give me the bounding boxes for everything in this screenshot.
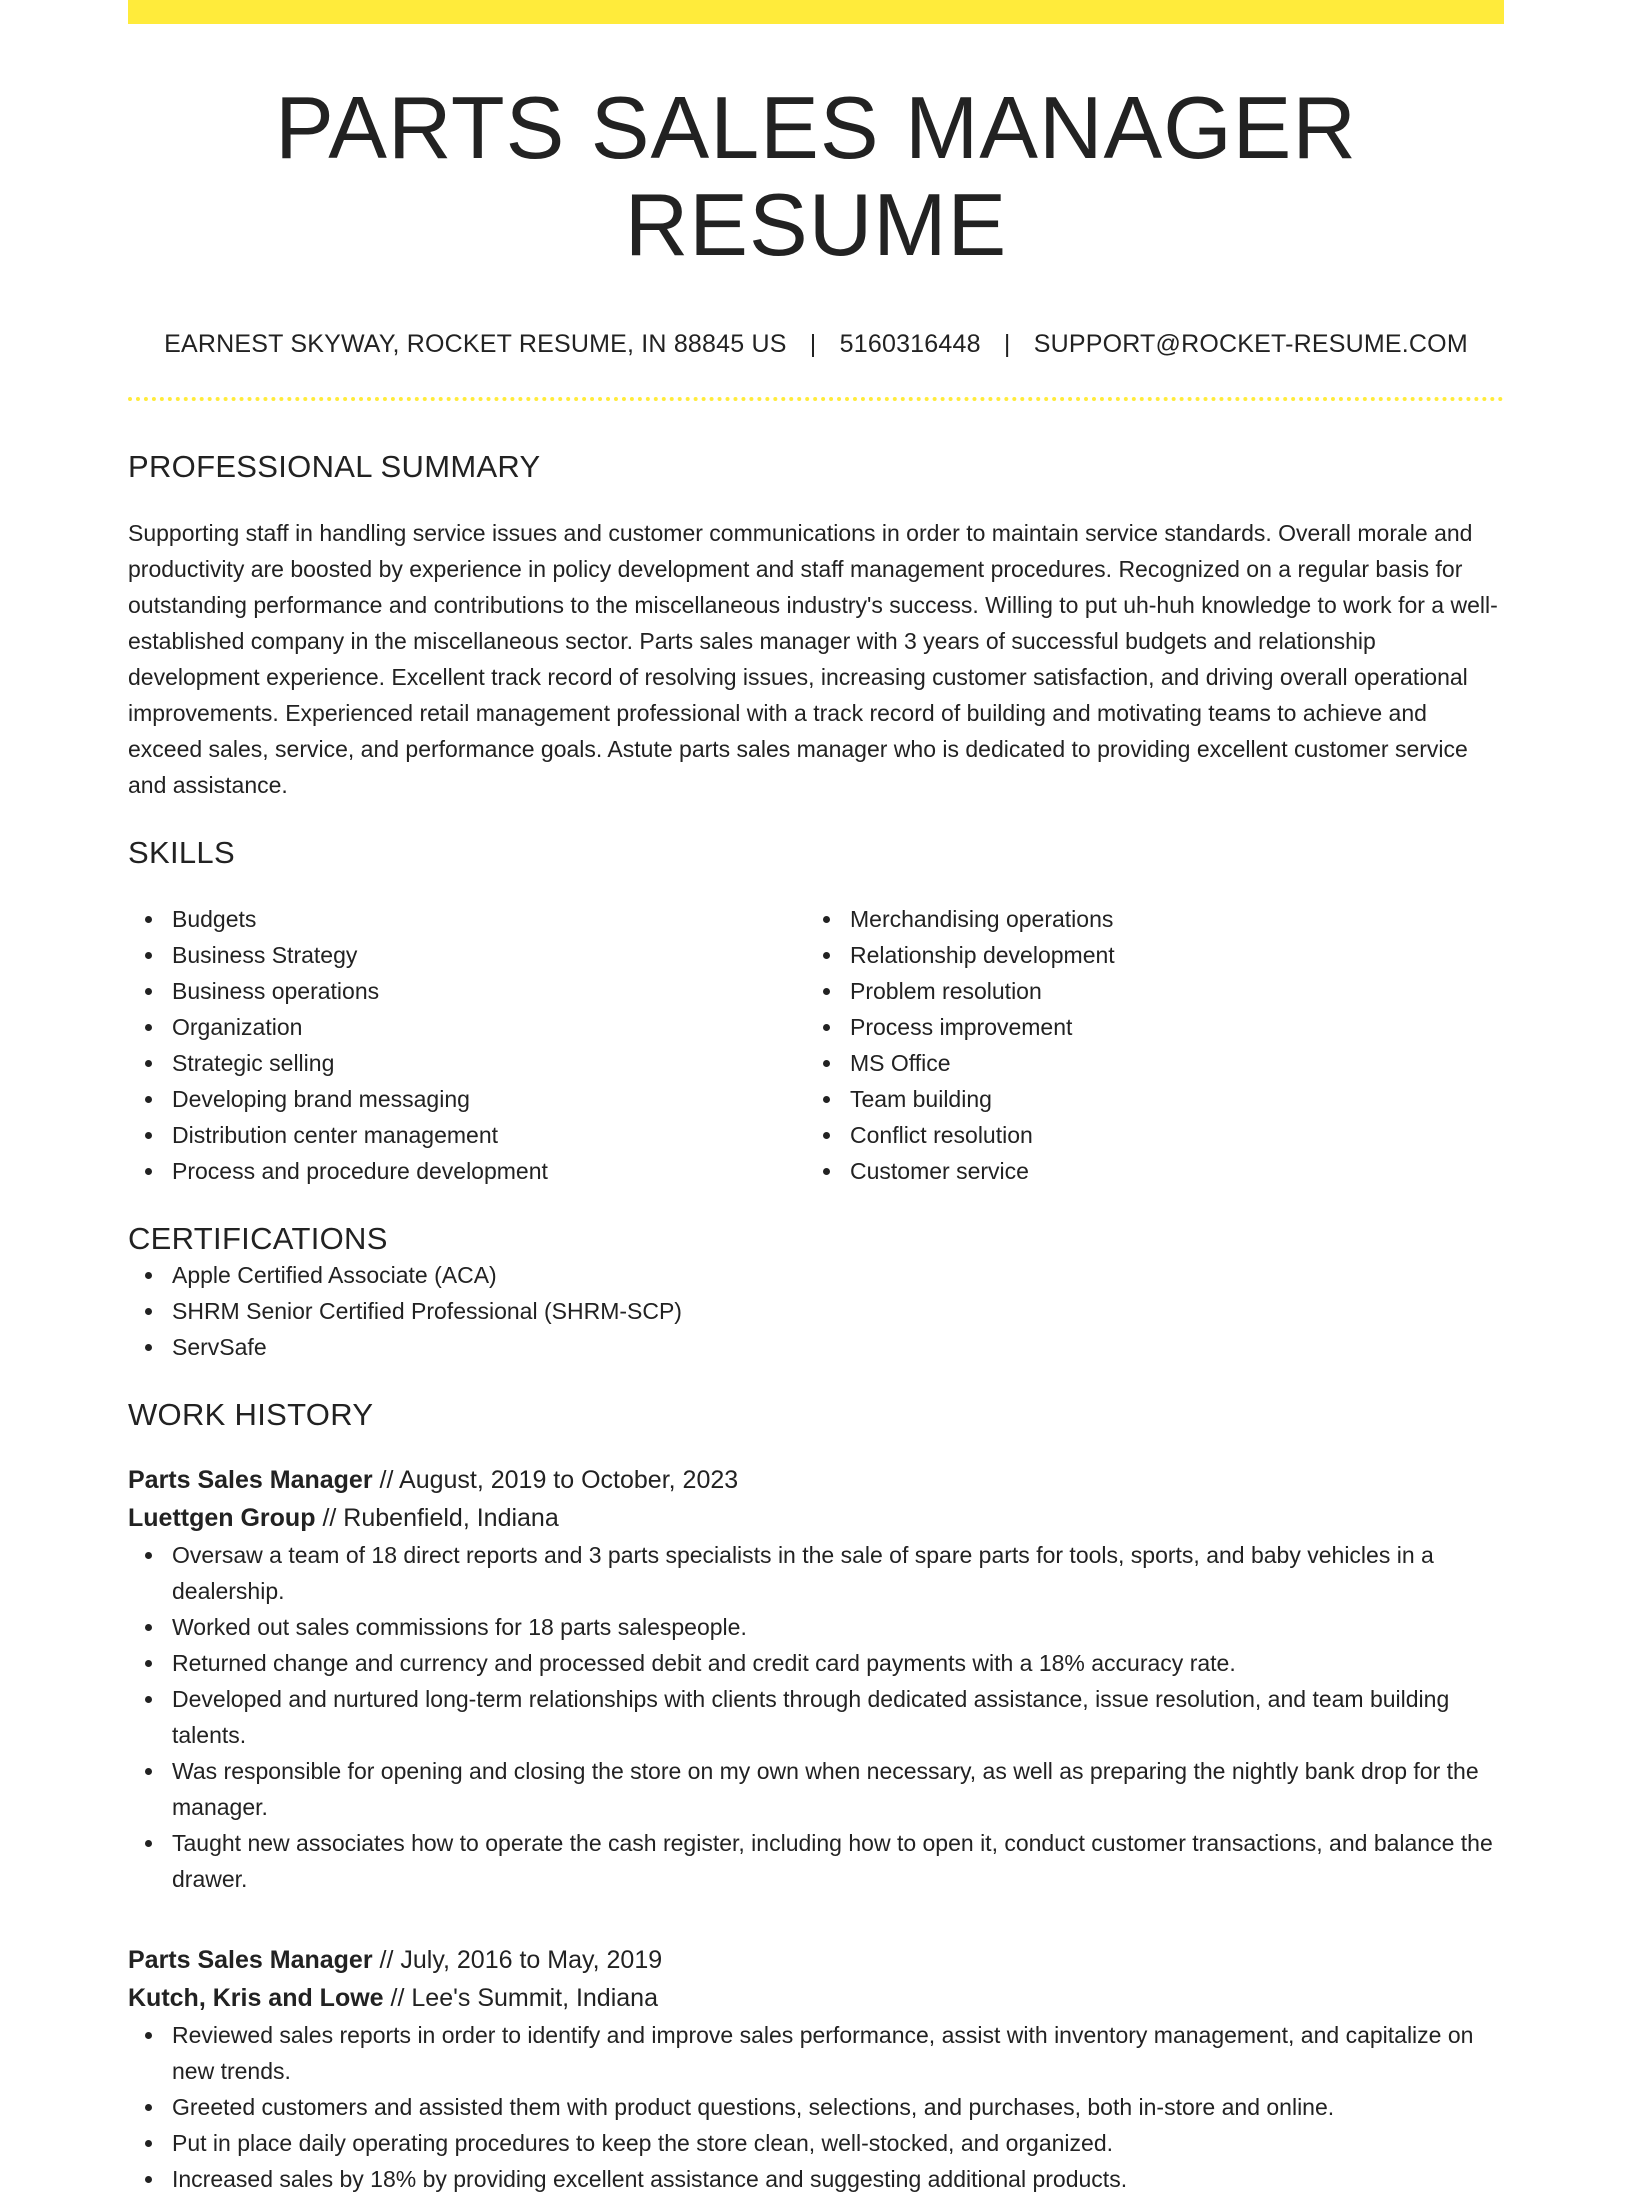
skill-item: MS Office	[806, 1045, 1484, 1081]
skills-section	[128, 835, 1504, 1189]
job-bullet-list	[128, 1537, 1504, 1897]
job-bullet: Was responsible for opening and closing the store on my own when necessary, as well as preparing the nightly bank drop for the manager.	[128, 1753, 1504, 1825]
job-title: Parts Sales Manager	[128, 1945, 373, 1974]
job-bullet: Returned change and currency and processed debit and credit card payments with a 18% accuracy rate.	[128, 1645, 1504, 1681]
job-company: Luettgen Group	[128, 1503, 316, 1532]
skill-item: Problem resolution	[806, 973, 1484, 1009]
contact-address: EARNEST SKYWAY, ROCKET RESUME, IN 88845 US	[164, 329, 787, 358]
skill-item: Strategic selling	[128, 1045, 806, 1081]
accent-top-bar	[128, 0, 1504, 24]
skill-item: Merchandising operations	[806, 901, 1484, 937]
job-entry	[128, 1461, 1504, 1897]
skill-item: Team building	[806, 1081, 1484, 1117]
job-bullet: Reviewed sales reports in order to identify and improve sales performance, assist with inventory management, and capitalize on new trends.	[128, 2017, 1504, 2089]
certifications-section	[128, 1221, 1504, 1365]
header-divider	[128, 397, 1504, 401]
job-location: Lee's Summit, Indiana	[411, 1983, 658, 2012]
contact-separator: |	[1003, 329, 1011, 358]
job-title-line	[128, 1461, 1504, 1499]
skill-item: Business Strategy	[128, 937, 806, 973]
job-title: Parts Sales Manager	[128, 1465, 373, 1494]
resume-page	[128, 0, 1504, 2197]
job-location: Rubenfield, Indiana	[343, 1503, 559, 1532]
job-bullet: Greeted customers and assisted them with product questions, selections, and purchases, both in-store and online.	[128, 2089, 1504, 2125]
job-bullet: Developed and nurtured long-term relationships with clients through dedicated assistance, issue resolution, and team building talents.	[128, 1681, 1504, 1753]
job-separator: //	[390, 1983, 405, 2012]
certification-item: SHRM Senior Certified Professional (SHRM-SCP)	[128, 1293, 1504, 1329]
job-bullet-list	[128, 2017, 1504, 2197]
skill-item: Budgets	[128, 901, 806, 937]
skill-item: Process improvement	[806, 1009, 1484, 1045]
summary-text: Supporting staff in handling service issues and customer communications in order to maintain service standards. Overall morale and productivity are boosted by experience in policy development and staff management procedures. Recognized on a regular basis for outstanding performance and contributions to the miscellaneous industry's success. Willing to put uh-huh knowledge to work for a well-established company in the miscellaneous sector. Parts sales manager with 3 years of successful budgets and relationship development experience. Excellent track record of resolving issues, increasing customer satisfaction, and driving overall operational improvements. Experienced retail management professional with a track record of building and motivating teams to achieve and exceed sales, service, and performance goals. Astute parts sales manager who is dedicated to providing excellent customer service and assistance.	[128, 519, 1498, 798]
certification-item: Apple Certified Associate (ACA)	[128, 1257, 1504, 1293]
job-dates: August, 2019 to October, 2023	[399, 1465, 739, 1494]
skill-item: Distribution center management	[128, 1117, 806, 1153]
contact-separator: |	[809, 329, 817, 358]
job-separator: //	[322, 1503, 337, 1532]
job-company-line	[128, 1979, 1504, 2017]
skill-item: Developing brand messaging	[128, 1081, 806, 1117]
contact-email: SUPPORT@ROCKET-RESUME.COM	[1033, 329, 1468, 358]
skill-item: Business operations	[128, 973, 806, 1009]
job-entry	[128, 1941, 1504, 2197]
job-title-line	[128, 1941, 1504, 1979]
skill-item: Process and procedure development	[128, 1153, 806, 1189]
job-company-line	[128, 1499, 1504, 1537]
contact-line	[128, 330, 1504, 359]
skills-heading: SKILLS	[128, 834, 235, 870]
job-bullet: Oversaw a team of 18 direct reports and 3 parts specialists in the sale of spare parts for tools, sports, and baby vehicles in a dealership.	[128, 1537, 1504, 1609]
skill-item: Conflict resolution	[806, 1117, 1484, 1153]
skills-list-left	[128, 901, 806, 1189]
certification-item: ServSafe	[128, 1329, 1504, 1365]
contact-phone: 5160316448	[839, 329, 981, 358]
certifications-heading: CERTIFICATIONS	[128, 1220, 388, 1256]
skill-item: Customer service	[806, 1153, 1484, 1189]
skill-item: Organization	[128, 1009, 806, 1045]
work-history-section	[128, 1397, 1504, 2197]
certifications-list	[128, 1257, 1504, 1365]
skill-item: Relationship development	[806, 937, 1484, 973]
work-history-heading: WORK HISTORY	[128, 1396, 374, 1432]
job-bullet: Worked out sales commissions for 18 parts salespeople.	[128, 1609, 1504, 1645]
skills-list-right	[806, 901, 1484, 1189]
skills-columns	[128, 901, 1504, 1189]
job-bullet: Increased sales by 18% by providing excellent assistance and suggesting additional products.	[128, 2161, 1504, 2197]
job-bullet: Put in place daily operating procedures to keep the store clean, well-stocked, and organized.	[128, 2125, 1504, 2161]
summary-heading: PROFESSIONAL SUMMARY	[128, 448, 541, 484]
job-bullet: Taught new associates how to operate the cash register, including how to open it, conduct customer transactions, and balance the drawer.	[128, 1825, 1504, 1897]
job-company: Kutch, Kris and Lowe	[128, 1983, 384, 2012]
job-dates: July, 2016 to May, 2019	[400, 1945, 663, 1974]
job-separator: //	[379, 1465, 394, 1494]
summary-section	[128, 449, 1504, 803]
job-separator: //	[379, 1945, 394, 1974]
resume-title: PARTS SALES MANAGER RESUME	[275, 78, 1357, 274]
